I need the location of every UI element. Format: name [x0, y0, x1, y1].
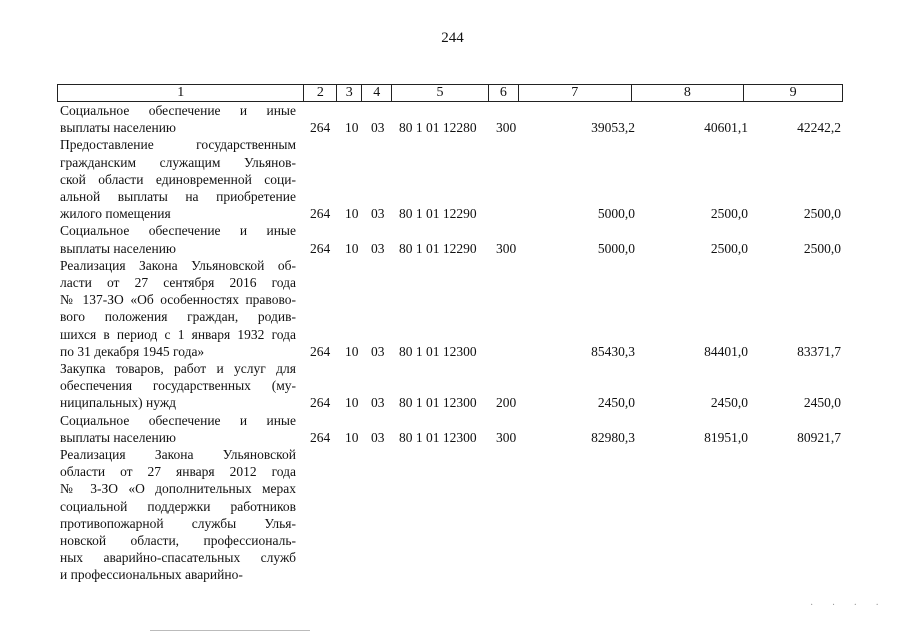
- scan-marks: · · · ·: [810, 600, 887, 611]
- description-line: № 137-ЗО «Об особенностях правово-: [60, 292, 296, 308]
- table-row: [60, 257, 844, 360]
- col-header-7: 7: [518, 85, 631, 101]
- row-description: [60, 360, 296, 412]
- description-line: альной выплаты на приобретение: [60, 189, 296, 204]
- section-code: 10: [345, 206, 359, 222]
- description-line: по 31 декабря 1945 года»: [60, 343, 205, 359]
- row-description: [60, 136, 296, 222]
- col-header-6: 6: [488, 85, 518, 101]
- description-line: Предоставление государственным: [60, 137, 296, 153]
- amount-year-3: 83371,7: [797, 343, 841, 359]
- col-header-2: 2: [303, 85, 336, 101]
- amount-year-2: 2450,0: [710, 395, 748, 411]
- amount-year-1: 39053,2: [591, 120, 635, 136]
- target-article-code: 80 1 01 12290: [399, 240, 477, 256]
- description-line: выплаты населению: [60, 429, 177, 445]
- description-line: шихся в период с 1 января 1932 года: [60, 326, 296, 342]
- page-number: 244: [441, 30, 464, 46]
- section-code: 10: [345, 395, 359, 411]
- target-article-code: 80 1 01 12300: [399, 395, 477, 411]
- amount-year-1: 2450,0: [597, 395, 635, 411]
- expense-type-code: 300: [496, 120, 517, 136]
- amount-year-1: 5000,0: [597, 240, 635, 256]
- description-line: жилого помещения: [60, 206, 171, 222]
- ministry-code: 264: [310, 343, 331, 359]
- row-description: [60, 257, 296, 360]
- ministry-code: 264: [310, 240, 331, 256]
- description-line: новской области, профессиональ-: [60, 533, 296, 549]
- description-line: социальной поддержки работников: [60, 498, 296, 514]
- subsection-code: 03: [371, 240, 385, 256]
- amount-year-3: 80921,7: [797, 429, 841, 445]
- target-article-code: 80 1 01 12280: [399, 120, 477, 136]
- table-row: [60, 412, 844, 446]
- amount-year-2: 40601,1: [704, 120, 748, 136]
- section-code: 10: [345, 240, 359, 256]
- ministry-code: 264: [310, 206, 331, 222]
- ministry-code: 264: [310, 120, 331, 136]
- amount-year-2: 84401,0: [704, 343, 748, 359]
- row-description: [60, 222, 296, 256]
- description-line: вого положения граждан, родив-: [60, 309, 296, 325]
- description-line: и профессиональных аварийно-: [60, 567, 243, 583]
- description-line: Закупка товаров, работ и услуг для: [60, 361, 296, 376]
- description-line: области от 27 января 2012 года: [60, 464, 296, 480]
- col-header-9: 9: [743, 85, 842, 101]
- subsection-code: 03: [371, 343, 385, 359]
- ministry-code: 264: [310, 429, 331, 445]
- description-line: Социальное обеспечение и иные: [60, 412, 296, 428]
- ministry-code: 264: [310, 395, 331, 411]
- description-line: Социальное обеспечение и иные: [60, 103, 296, 118]
- expense-type-code: 300: [496, 429, 517, 445]
- description-line: противопожарной службы Улья-: [60, 515, 296, 531]
- amount-year-1: 82980,3: [591, 429, 635, 445]
- amount-year-3: 42242,2: [797, 120, 841, 136]
- expense-type-code: 200: [496, 395, 517, 411]
- subsection-code: 03: [371, 120, 385, 136]
- amount-year-1: 5000,0: [597, 206, 635, 222]
- amount-year-2: 2500,0: [710, 206, 748, 222]
- amount-year-2: 81951,0: [704, 429, 748, 445]
- description-line: № 3-ЗО «О дополнительных мерах: [60, 481, 296, 497]
- section-code: 10: [345, 120, 359, 136]
- description-line: ных аварийно-спасательных служб: [60, 550, 296, 566]
- row-description: [60, 412, 296, 446]
- description-line: ласти от 27 сентября 2016 года: [60, 275, 296, 290]
- target-article-code: 80 1 01 12300: [399, 343, 477, 359]
- row-description: [60, 446, 296, 584]
- table-row: [60, 222, 844, 256]
- description-line: ниципальных) нужд: [60, 395, 177, 411]
- description-line: Социальное обеспечение и иные: [60, 223, 296, 239]
- expense-type-code: 300: [496, 240, 517, 256]
- table-row: [60, 102, 844, 136]
- description-line: Реализация Закона Ульяновской об-: [60, 257, 296, 273]
- description-line: Реализация Закона Ульяновской: [60, 447, 296, 462]
- section-code: 10: [345, 429, 359, 445]
- row-description: [60, 102, 296, 136]
- table-row: [60, 446, 844, 584]
- subsection-code: 03: [371, 395, 385, 411]
- table-header: [57, 84, 843, 102]
- description-line: обеспечения государственных (му-: [60, 378, 296, 394]
- table-row: [60, 360, 844, 412]
- amount-year-2: 2500,0: [710, 240, 748, 256]
- description-line: выплаты населению: [60, 120, 177, 136]
- description-line: гражданским служащим Ульянов-: [60, 154, 296, 170]
- amount-year-3: 2450,0: [803, 395, 841, 411]
- description-line: ской области единовременной соци-: [60, 171, 296, 187]
- subsection-code: 03: [371, 206, 385, 222]
- target-article-code: 80 1 01 12300: [399, 429, 477, 445]
- table-row: [60, 136, 844, 222]
- amount-year-3: 2500,0: [803, 206, 841, 222]
- target-article-code: 80 1 01 12290: [399, 206, 477, 222]
- amount-year-1: 85430,3: [591, 343, 635, 359]
- scan-line: [150, 630, 310, 631]
- subsection-code: 03: [371, 429, 385, 445]
- col-header-5: 5: [391, 85, 488, 101]
- col-header-1: 1: [177, 85, 185, 100]
- col-header-4: 4: [361, 85, 391, 101]
- col-header-3: 3: [336, 85, 361, 101]
- section-code: 10: [345, 343, 359, 359]
- amount-year-3: 2500,0: [803, 240, 841, 256]
- description-line: выплаты населению: [60, 240, 177, 256]
- col-header-8: 8: [631, 85, 744, 101]
